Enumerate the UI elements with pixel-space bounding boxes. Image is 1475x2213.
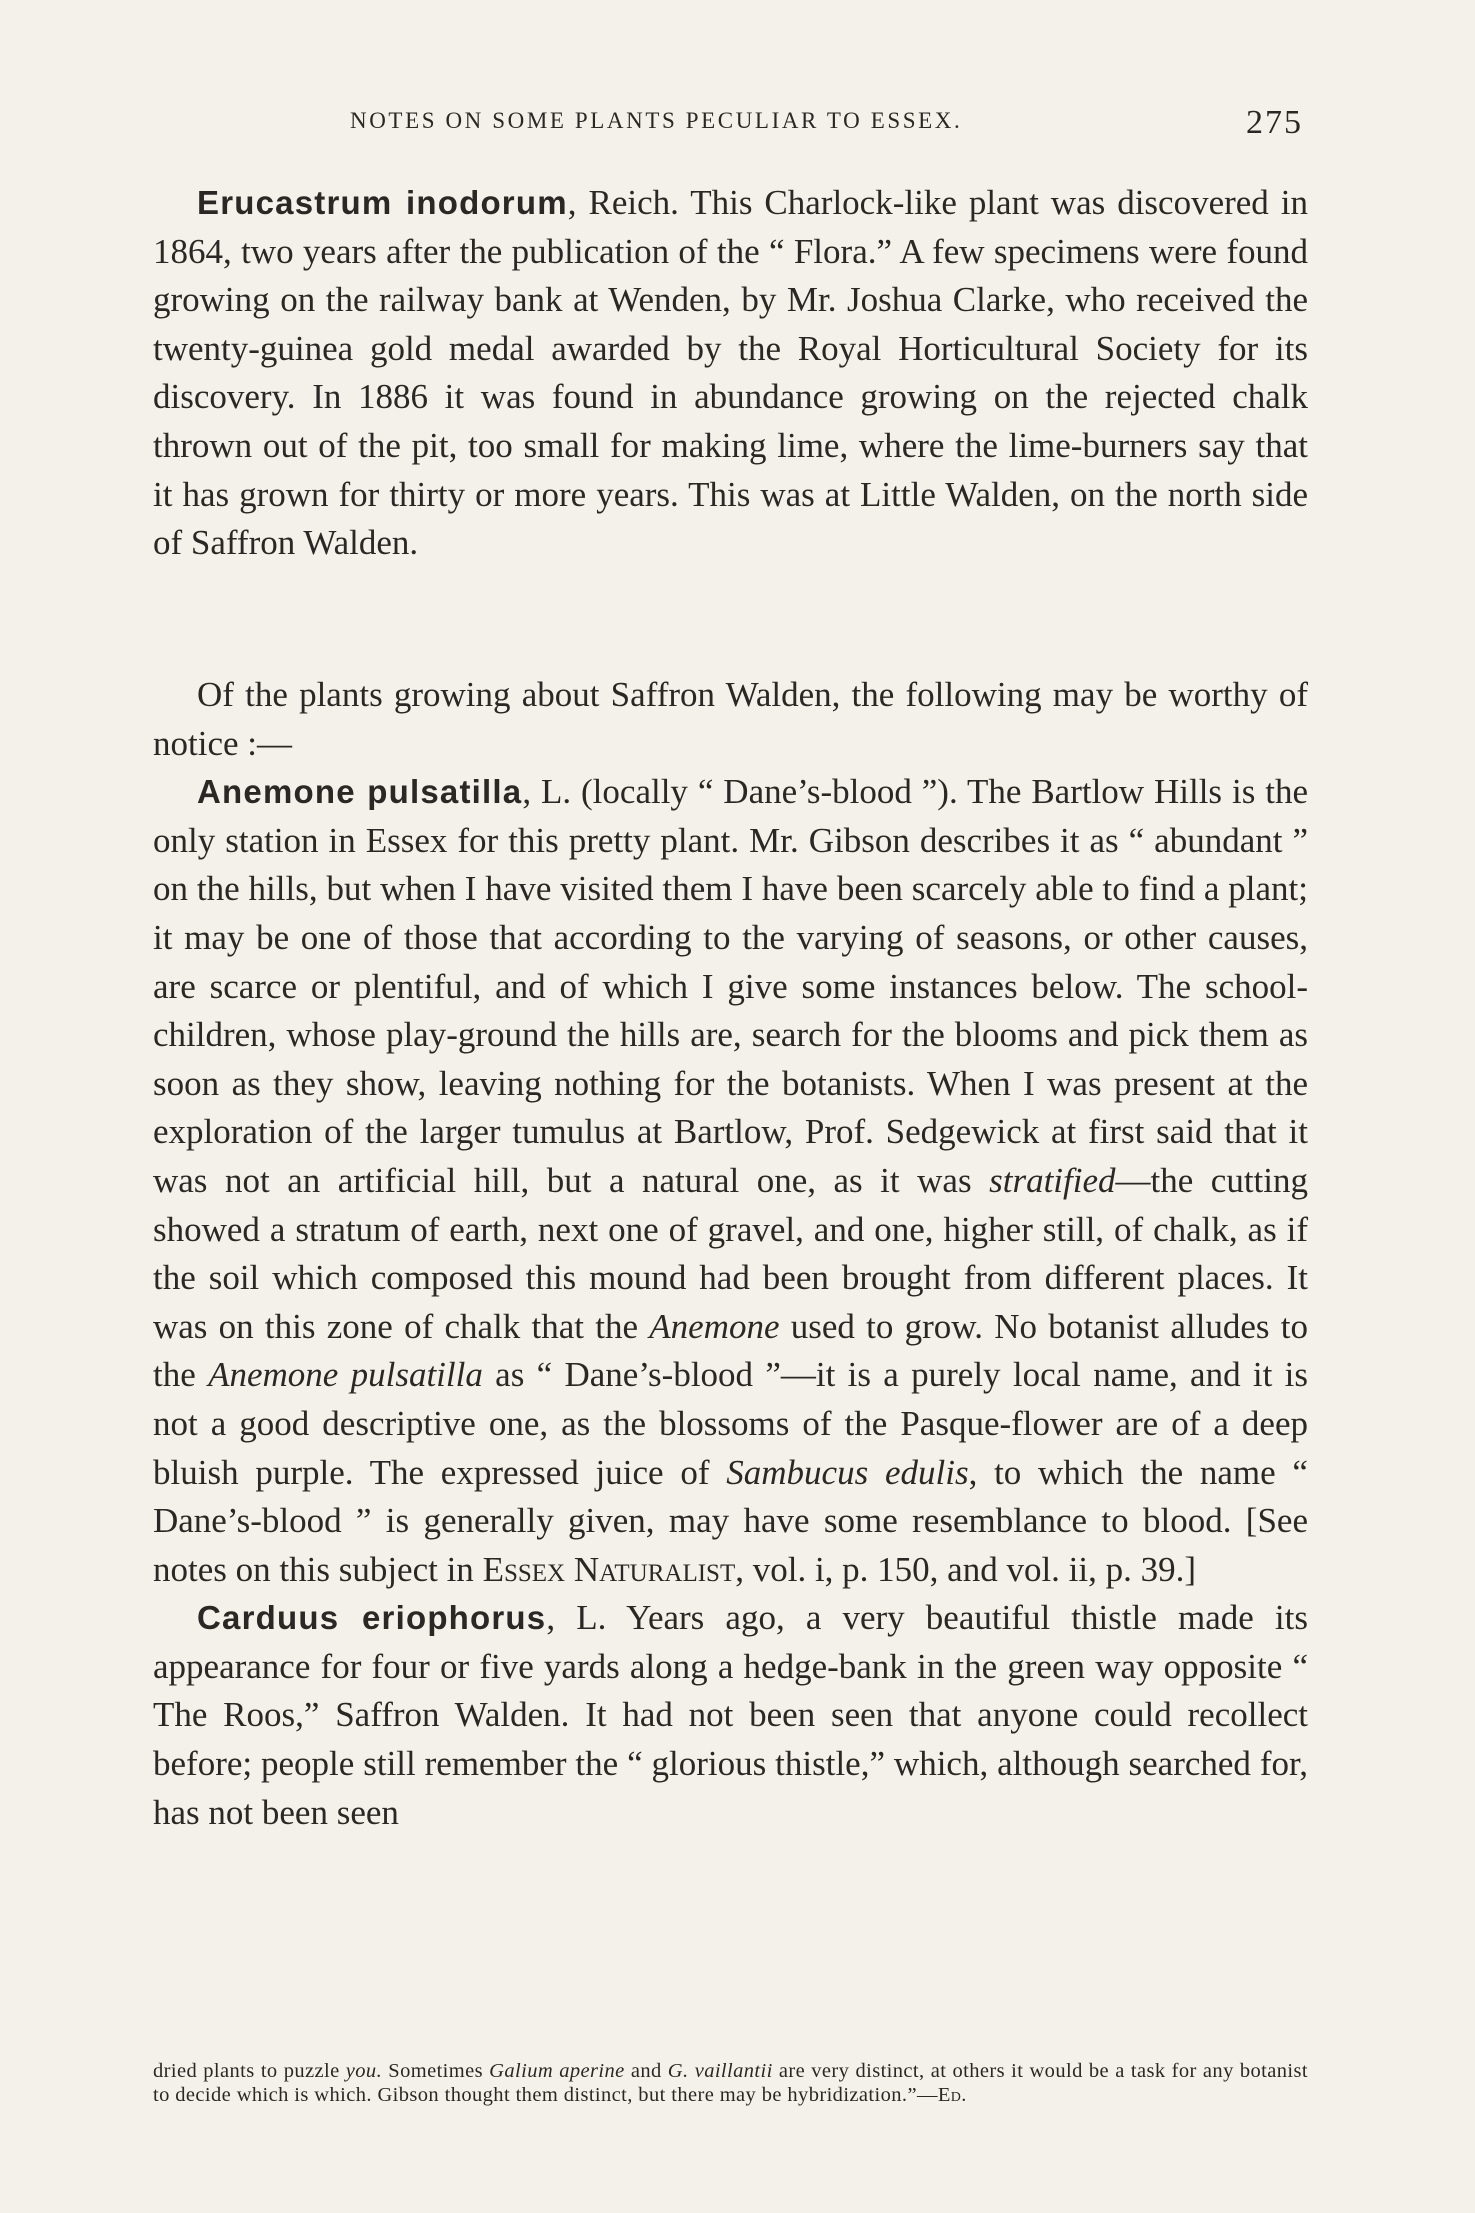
page-number: 275 [1246,104,1303,141]
text-run: , L. (locally “ Dane’s-blood ”). The Bartlow Hills is the only station in Essex for this pretty plant. Mr. Gibson describes it as “ abundant ” on the hills, but when I have visited them I have been scarcely able to find a plant; it may be one of those that according to the varying of seasons, or other causes, are scarce or plentiful, and of which I give some instances below. The school-children, whose play-ground the hills are, search for the blooms and pick them as soon as they show, leaving nothing for the botanists. When I was present at the exploration of the larger tumulus at Bartlow, Prof. Sedgewick at first said that it was not an artificial hill, but a natural one, as it was [153,772,1308,1200]
species-name: Anemone pulsatilla [197,773,523,811]
text-run: , vol. i, p. 150, and vol. ii, p. 39.] [735,1549,1197,1589]
journal-name: Essex Naturalist [482,1549,736,1589]
paragraph-anemone [153,768,1308,1594]
italic-species: Galium aperine [489,2060,625,2082]
paragraph-text: , Reich. This Charlock-like plant was discovered in 1864, two years after the publication of the “ Flora.” A few specimens were found growing on the railway bank at Wenden, by Mr. Joshua Clarke, who received the twenty-guinea gold medal awarded by the Royal Horticultural Society for its discovery. In 1886 it was found in abundance growing on the rejected chalk thrown out of the pit, too small for making lime, where the lime-burners say that it has grown for thirty or more years. This was at Little Walden, on the north side of Saffron Walden. [153,183,1309,563]
italic-species: G. vaillantii [667,2060,773,2082]
italic-word: you. [345,2060,383,2082]
paragraph-erucastrum [153,179,1308,568]
text-run: Sometimes [382,2060,490,2082]
text-run: are very distinct, at others it would be a task for any botanist to decide which is which. Gibson thought them distinct, but there may be hybridization.”— [153,2060,1308,2106]
text-run: used to grow. No botanist alludes to the [153,1306,1308,1395]
italic-species: Anemone pulsatilla [208,1355,483,1395]
text-run: , to which the name “ Dane’s-blood ” is generally given, may have some resemblance to blood. [See notes on this subject in [153,1452,1308,1589]
text-run: and [624,2060,668,2082]
species-name: Erucastrum inodorum [197,184,568,221]
running-title: NOTES ON SOME PLANTS PECULIAR TO ESSEX. [350,108,963,133]
italic-species: Sambucus edulis [726,1452,969,1492]
italic-word: stratified [989,1160,1116,1200]
paragraph-text: , L. Years ago, a very beautiful thistle made its appearance for four or five yards along a hedge-bank in the green way opposite “ The Roos,” Saffron Walden. It had not been seen that anyone could recollect before; people still remember the “ glorious thistle,” which, although searched for, has not been seen [153,1598,1308,1832]
text-run: —the cutting showed a stratum of earth, next one of gravel, and one, higher still, of chalk, as if the soil which composed this mound had been brought from different places. It was on this zone of chalk that the [153,1160,1308,1346]
editor-mark: Ed. [937,2084,967,2106]
text-run: as “ Dane’s-blood ”—it is a purely local name, and it is not a good descriptive one, as the blossoms of the Pasque-flower are of a deep bluish purple. The expressed juice of [153,1355,1308,1492]
italic-species: Anemone [649,1306,780,1346]
species-name: Carduus eriophorus [197,1599,547,1637]
paragraph-text: Of the plants growing about Saffron Walden, the following may be worthy of notice :— [153,675,1308,763]
paragraph-intro [153,671,1308,1837]
footnote [153,2059,1308,2107]
text-run: dried plants to puzzle [153,2060,346,2082]
paragraph-carduus [153,1594,1308,1837]
